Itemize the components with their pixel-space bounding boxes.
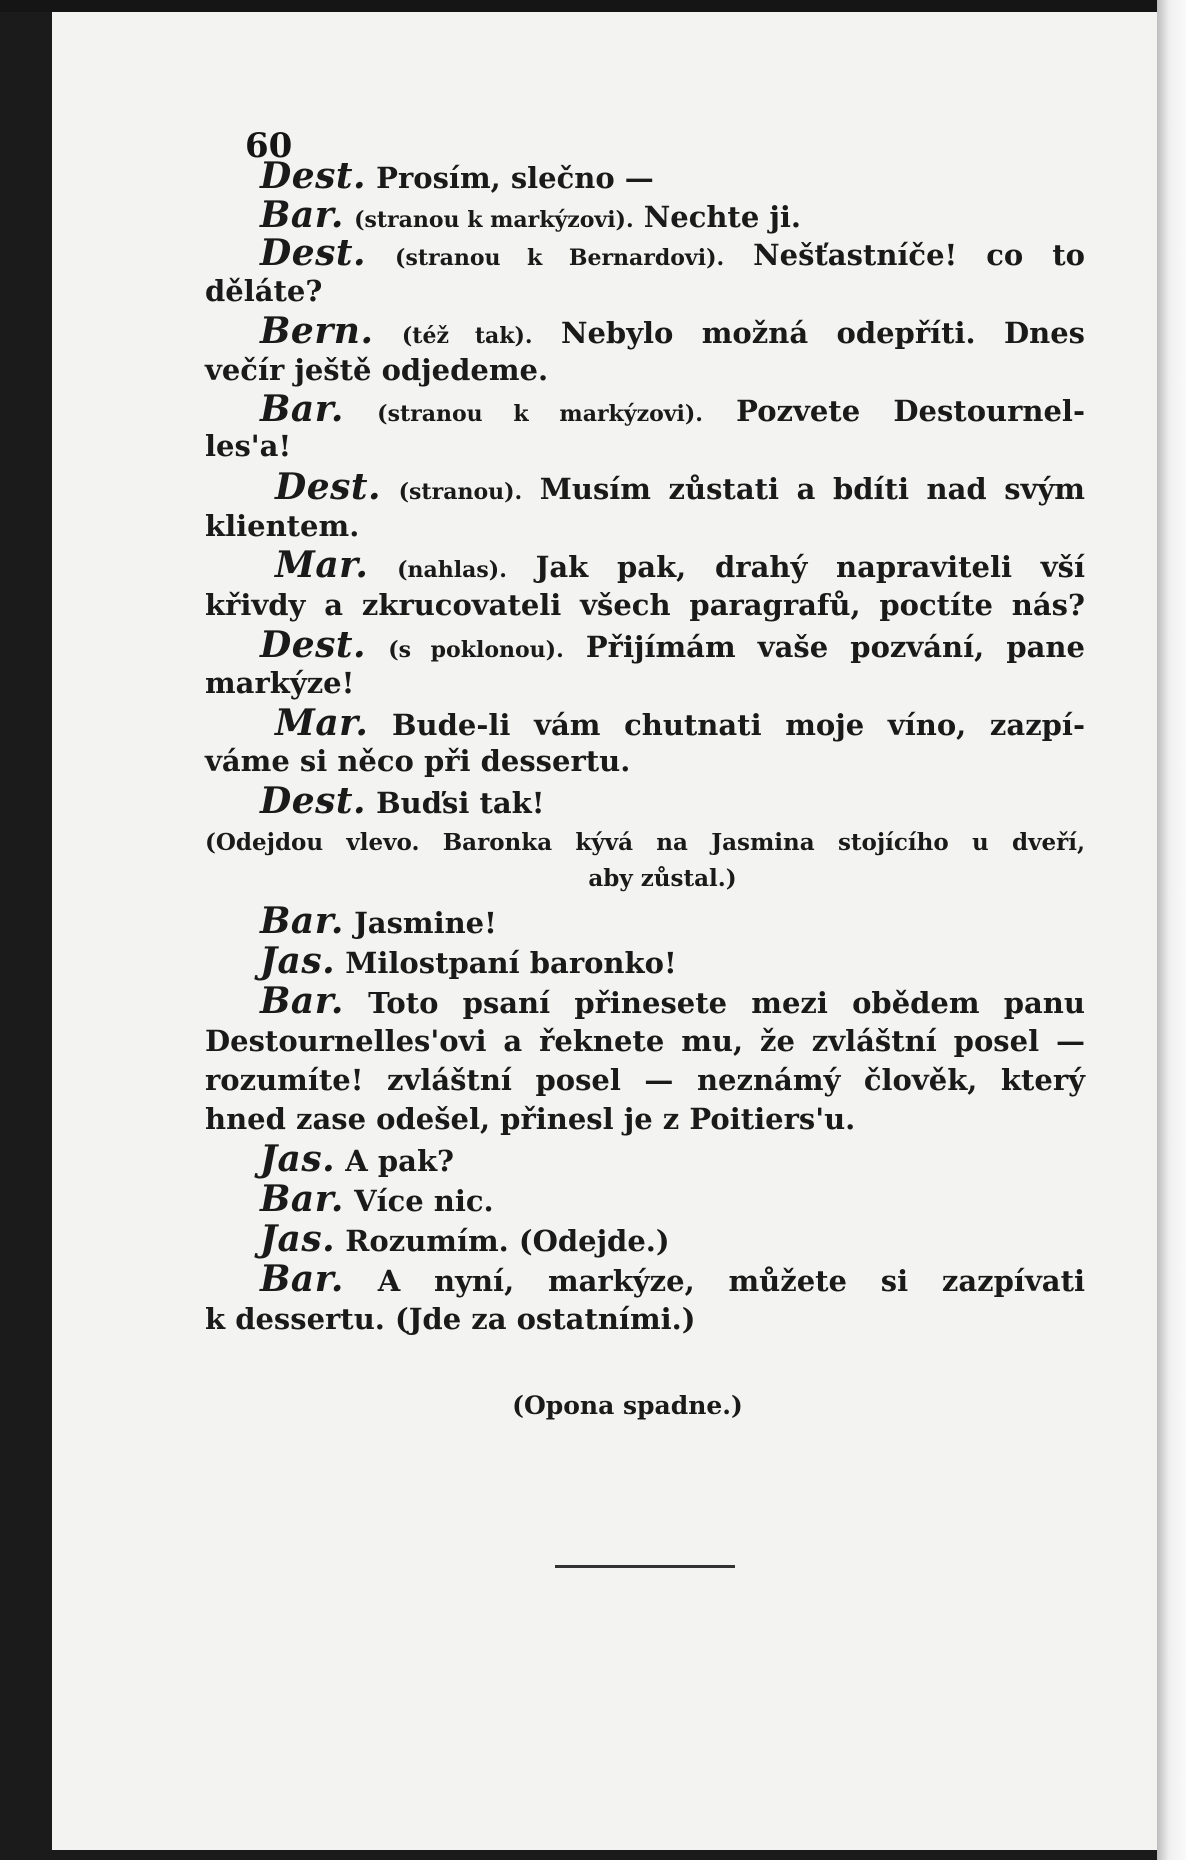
line-text: Jak pak, drahý napraviteli vší (535, 550, 1085, 584)
speaker: Dest. (260, 155, 367, 197)
dialogue-line (260, 980, 1085, 1024)
dialogue-line (205, 1098, 855, 1140)
dialogue-line (205, 1059, 1085, 1101)
line-text: Bude-li vám chutnati moje víno, zazpí- (392, 708, 1085, 742)
speaker: Dest. (275, 466, 382, 508)
line-text: Jasmine! (354, 906, 497, 940)
stage-direction: (též tak). (401, 323, 533, 349)
line-text: Rozumím. (Odejde.) (345, 1224, 670, 1258)
dialogue-line (205, 505, 359, 547)
line-text: les'a! (205, 429, 292, 463)
scan-top-border (0, 0, 1157, 12)
end-rule (555, 1565, 735, 1568)
dialogue-line (205, 740, 630, 782)
speaker: Dest. (260, 624, 367, 666)
line-text: křivdy a zkrucovateli všech paragrafů, poctíte nás? (205, 588, 1085, 622)
speaker: Bar. (260, 194, 344, 236)
line-text: A nyní, markýze, můžete si zazpívati (377, 1264, 1085, 1298)
speaker: Mar. (275, 702, 369, 744)
stage-direction: (nahlas). (397, 557, 507, 583)
line-text: Přijímám vaše pozvání, pane (585, 630, 1085, 664)
dialogue-line (205, 349, 548, 391)
speaker: Mar. (275, 544, 369, 586)
dialogue-line (260, 1178, 494, 1222)
line-text: děláte? (205, 274, 323, 308)
dialogue-line (260, 232, 1085, 279)
line-text: A pak? (345, 1144, 455, 1178)
dialogue-line (260, 155, 654, 199)
dialogue-line (205, 270, 322, 312)
dialogue-line (205, 425, 291, 467)
speaker: Bar. (260, 1258, 344, 1300)
speaker: Bar. (260, 1178, 344, 1220)
speaker: Jas. (260, 1218, 336, 1260)
line-text: Více nic. (354, 1184, 494, 1218)
dialogue-line (275, 466, 1085, 513)
dialogue-line (260, 780, 545, 824)
line-text: Toto psaní přinesete mezi obědem panu (368, 986, 1085, 1020)
line-text: Prosím, slečno — (376, 161, 654, 195)
line-text: Milostpaní baronko! (345, 946, 677, 980)
line-text: markýze! (205, 666, 355, 700)
speaker: Dest. (260, 232, 367, 274)
dialogue-line (260, 1138, 454, 1182)
speaker: Bern. (260, 310, 374, 352)
speaker: Bar. (260, 388, 344, 430)
line-text: Nechte ji. (643, 200, 801, 234)
curtain-note: (Opona spadne.) (512, 1391, 743, 1420)
stage-direction: (stranou k markýzovi). (354, 207, 634, 233)
line-text: Nešťastníče! co to (753, 238, 1085, 272)
page-number: 60 (245, 126, 293, 166)
stage-direction-line: (Odejdou vlevo. Baronka kývá na Jasmina stojícího u dveří, (205, 829, 1085, 856)
line-text: Nebylo možná odepříti. Dnes (560, 316, 1085, 350)
line-text: večír ještě odjedeme. (205, 353, 549, 387)
dialogue-line (205, 1298, 695, 1340)
page-gutter-edge (1157, 0, 1186, 1860)
line-text: váme si něco při dessertu. (205, 744, 631, 778)
dialogue-line (205, 584, 1085, 626)
line-text: Destournelles'ovi a řeknete mu, že zvláštní posel — (205, 1024, 1085, 1058)
stage-direction: (s poklonou). (388, 637, 564, 663)
dialogue-line (260, 1258, 1085, 1302)
line-text: rozumíte! zvláštní posel — neznámý člověk, který (205, 1063, 1085, 1097)
dialogue-line (260, 1218, 670, 1262)
stage-direction: (stranou k markýzovi). (377, 401, 703, 427)
line-text: Buďsi tak! (376, 786, 545, 820)
speaker: Jas. (260, 940, 336, 982)
stage-direction: (stranou k Bernardovi). (395, 245, 725, 271)
stage-direction: (stranou). (398, 479, 523, 505)
speaker: Dest. (260, 780, 367, 822)
line-text: hned zase odešel, přinesl je z Poitiers'u. (205, 1102, 856, 1136)
dialogue-line (205, 1020, 1085, 1062)
dialogue-line (260, 624, 1085, 671)
dialogue-line (260, 900, 497, 944)
speaker: Jas. (260, 1138, 336, 1180)
dialogue-line (205, 662, 354, 704)
speaker: Bar. (260, 900, 344, 942)
dialogue-line (260, 940, 677, 984)
line-text: klientem. (205, 509, 360, 543)
dialogue-line (260, 388, 1085, 435)
stage-direction-line: aby zůstal.) (588, 865, 737, 892)
line-text: Pozvete Destournel- (736, 394, 1085, 428)
line-text: k dessertu. (Jde za ostatními.) (205, 1302, 696, 1336)
line-text: Musím zůstati a bdíti nad svým (539, 472, 1085, 506)
speaker: Bar. (260, 980, 344, 1022)
